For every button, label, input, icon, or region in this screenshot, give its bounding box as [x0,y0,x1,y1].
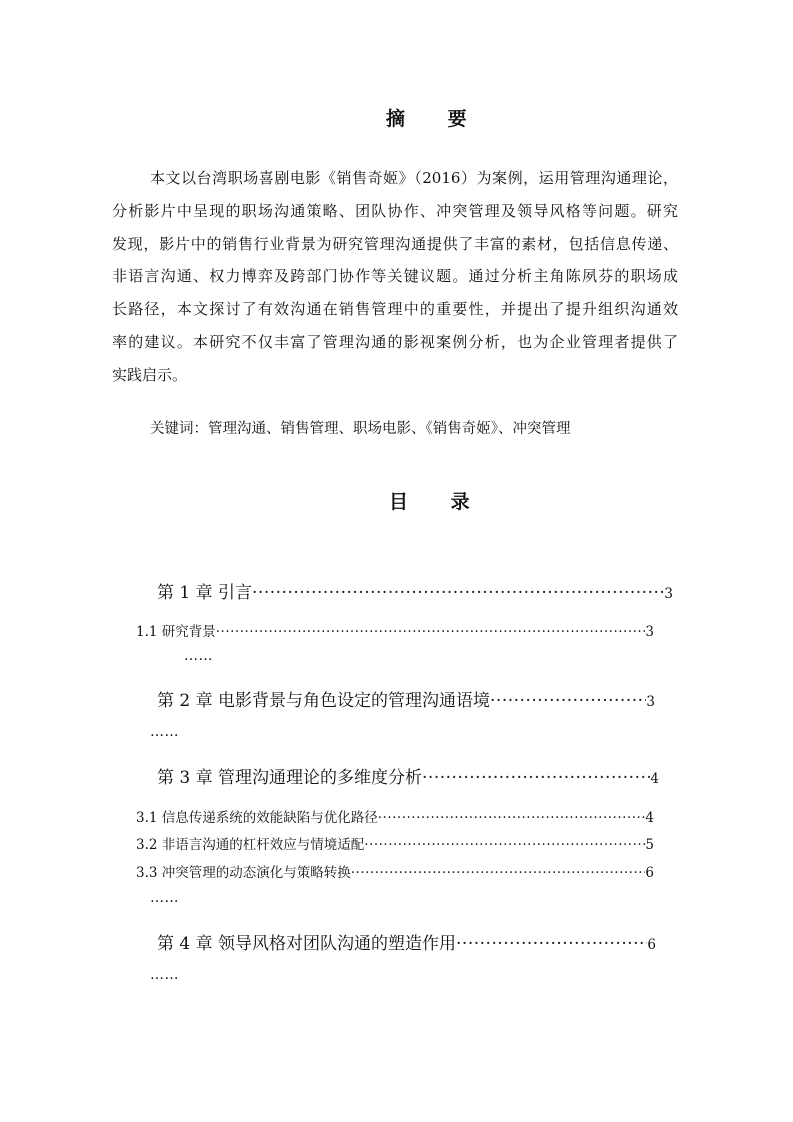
toc-entry-section-3-1[interactable] [136,806,654,826]
toc-entry-section-1-1[interactable] [136,620,654,640]
toc-ellipsis: …… [150,890,179,906]
toc-ellipsis: …… [184,648,213,664]
abstract-line-2: 分析影片中呈现的职场沟通策略、团队协作、冲突管理及领导风格等问题。研究 [112,202,678,220]
abstract-line-7: 实践启示。 [112,366,188,384]
toc-entry-section-3-3[interactable] [136,861,654,881]
toc-entry-chapter-4[interactable] [157,929,656,954]
toc-leader-dots [456,934,647,954]
toc-entry-label: 3.1 信息传递系统的效能缺陷与优化路径 [136,810,378,826]
abstract-title: 摘 要 [386,108,485,130]
toc-entry-chapter-3[interactable] [157,763,659,788]
toc-entry-section-3-2[interactable] [136,833,654,853]
toc-entry-page: 4 [645,810,654,826]
toc-entry-page: 5 [645,837,654,853]
toc-ellipsis: …… [150,724,179,740]
toc-entry-label: 1.1 研究背景 [136,624,216,640]
abstract-line-4: 非语言沟通、权力博弈及跨部门协作等关键议题。通过分析主角陈夙芬的职场成 [112,267,678,285]
toc-entry-label: 第 1 章 引言 [157,583,253,603]
toc-entry-chapter-2[interactable] [157,686,655,711]
toc-entry-chapter-1[interactable] [157,578,673,603]
toc-entry-page: 6 [645,865,654,881]
keywords: 关键词：管理沟通、销售管理、职场电影、《销售奇姬》、冲突管理 [150,421,571,437]
toc-entry-label: 3.3 冲突管理的动态演化与策略转换 [136,865,351,881]
toc-entry-page: 6 [647,937,656,953]
toc-entry-label: 第 2 章 电影背景与角色设定的管理沟通语境 [157,691,491,711]
toc-ellipsis: …… [150,967,179,983]
toc-leader-dots [252,583,664,603]
toc-entry-page: 4 [650,771,659,787]
toc-leader-dots [364,837,645,853]
toc-entry-page: 3 [645,624,654,640]
abstract-line-5: 长路径，本文探讨了有效沟通在销售管理中的重要性，并提出了提升组织沟通效 [112,300,678,318]
toc-leader-dots [378,810,646,826]
abstract-line-3: 发现，影片中的销售行业背景为研究管理沟通提供了丰富的素材，包括信息传递、 [112,235,678,253]
toc-entry-label: 3.2 非语言沟通的杠杆效应与情境适配 [136,837,365,853]
toc-leader-dots [216,624,646,640]
abstract-line-6: 率的建议。本研究不仅丰富了管理沟通的影视案例分析，也为企业管理者提供了 [112,333,678,351]
toc-leader-dots [422,768,650,788]
toc-entry-page: 3 [664,586,673,602]
toc-entry-page: 3 [646,694,655,710]
toc-entry-label: 第 3 章 管理沟通理论的多维度分析 [157,768,423,788]
toc-entry-label: 第 4 章 领导风格对团队沟通的塑造作用 [157,934,457,954]
toc-leader-dots [490,691,646,711]
toc-leader-dots [351,865,646,881]
toc-title: 目 录 [389,491,488,513]
abstract-line-1: 本文以台湾职场喜剧电影《销售奇姬》（2016）为案例，运用管理沟通理论， [150,169,678,187]
